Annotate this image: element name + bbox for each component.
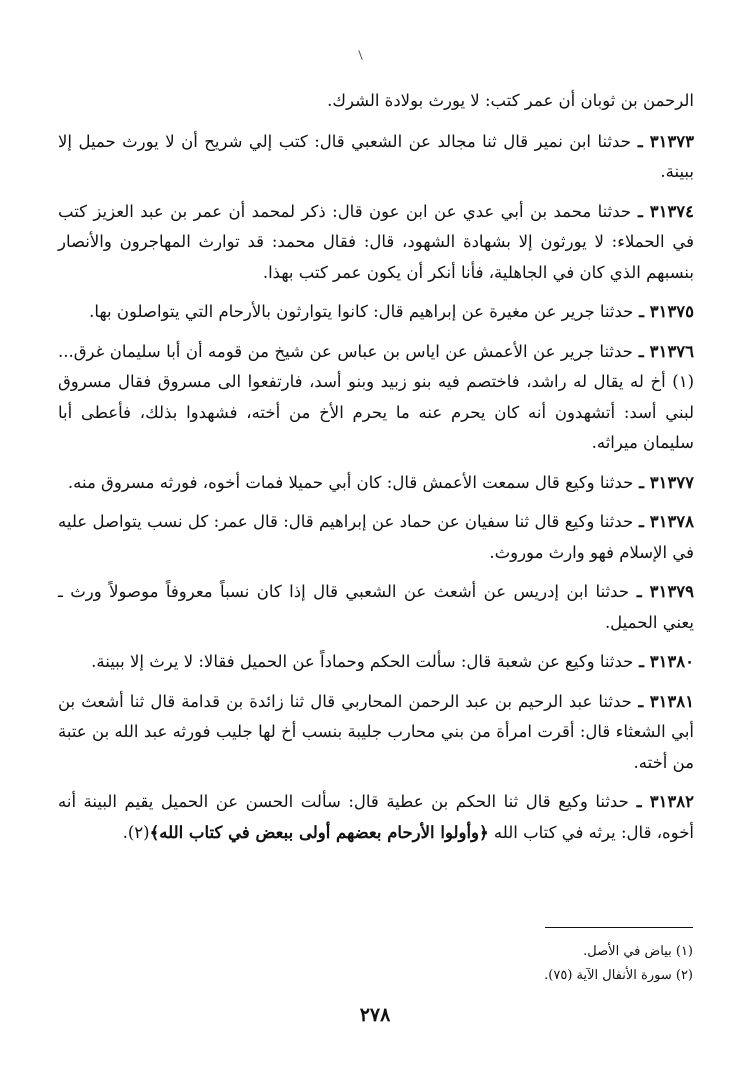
hadith-number: ٣١٣٧٥ ـ: [633, 302, 694, 321]
hadith-number: ٣١٣٧٦ ـ: [632, 341, 694, 361]
hadith-31381: [58, 687, 694, 779]
hadith-31378: [58, 507, 694, 568]
footnote-separator: [545, 927, 693, 928]
page-number: ٢٧٨: [359, 1004, 391, 1026]
hadith-31382: [58, 787, 694, 848]
hadith-text: حدثنا جرير عن مغيرة عن إبراهيم قال: كانوا يتوارثون بالأرحام التي يتواصلون بها.: [89, 302, 634, 321]
footnote-ref: (٢).: [122, 822, 150, 842]
hadith-31379: [58, 577, 694, 638]
hadith-31376: [58, 337, 694, 459]
paragraph-continuation: [58, 86, 694, 117]
quran-quote: ﴿وأولوا الأرحام بعضهم أولى ببعض في كتاب الله﴾: [149, 822, 489, 842]
hadith-text: حدثنا وكيع قال ثنا الحكم بن عطية قال: سألت الحسن عن الحميل يقيم البينة أنه أخوه، قال: يرثه في كتاب الله: [58, 792, 694, 842]
hadith-text: حدثنا جرير عن الأعمش عن اياس بن عباس عن شيخ من قومه أن أبا سليمان غرق... (١) أخ له يقال له راشد، فاختصم فيه بنو زبيد وبنو أسد، فارتفعوا الى مسروق فقال مسروق لبني أسد: أتشهدون أنه كان يحرم عنه ما يحرم الأخ من أخته، فشهدوا بذلك، فأعطى أبا سليمان ميراثه.: [58, 341, 694, 452]
hadith-text: حدثنا وكيع عن شعبة قال: سألت الحكم وحماداً عن الحميل فقالا: لا يرث إلا ببينة.: [91, 652, 634, 671]
hadith-number: ٣١٣٧٧ ـ: [633, 472, 694, 492]
hadith-text: حدثنا وكيع قال ثنا سفيان عن حماد عن إبراهيم قال: قال عمر: كل نسب يتواصل عليه في الإسلام فهو وارث موروث.: [58, 512, 694, 562]
footnote-2: (٢) سورة الأنفال الآية (٧٥).: [544, 968, 693, 983]
hadith-number: ٣١٣٧٨ ـ: [633, 512, 695, 531]
hadith-number: ٣١٣٧٣ ـ: [630, 131, 694, 151]
hadith-text: حدثنا ابن إدريس عن أشعث عن الشعبي قال إذا كان نسباً معروفاً موصولاً ورث ـ يعني الحميل.: [58, 582, 694, 632]
paragraph-text: الرحمن بن ثوبان أن عمر كتب: لا يورث بولادة الشرك.: [327, 91, 694, 110]
hadith-31380: [58, 647, 694, 678]
hadith-number: ٣١٣٨١ ـ: [631, 691, 694, 711]
hadith-31374: [58, 197, 694, 289]
hadith-number: ٣١٣٨٠ ـ: [633, 652, 694, 671]
hadith-number: ٣١٣٧٤ ـ: [631, 201, 695, 221]
hadith-31377: [58, 468, 694, 499]
hadith-text: حدثنا عبد الرحيم بن عبد الرحمن المحاربي قال ثنا زائدة بن قدامة قال ثنا أشعث بن أبي الشعثاء قال: أقرت امرأة من بني محارب جليبة بنسب أخ لها جليب فورثه عبد الله بن عتبة من أخته.: [58, 691, 694, 772]
main-text: [58, 86, 694, 857]
hadith-31373: [58, 127, 694, 188]
hadith-text: حدثنا وكيع قال سمعت الأعمش قال: كان أبي حميلا فمات أخوه، فورثه مسروق منه.: [67, 472, 634, 492]
footnotes: [380, 940, 693, 988]
hadith-31375: [58, 297, 694, 328]
footnote-1: (١) بياض في الأصل.: [583, 944, 693, 959]
margin-mark: [358, 50, 362, 60]
hadith-number: ٣١٣٧٩ ـ: [629, 582, 694, 601]
hadith-text: حدثنا ابن نمير قال ثنا مجالد عن الشعبي قال: كتب إلي شريح أن لا يورث حميل إلا ببينة.: [58, 131, 694, 181]
hadith-number: ٣١٣٨٢ ـ: [628, 792, 694, 811]
hadith-text: حدثنا محمد بن أبي عدي عن ابن عون قال: ذكر لمحمد أن عمر بن عبد العزيز كتب في الحملاء: لا يورثون إلا بشهادة الشهود، قال: فقال محمد: قد توارث المهاجرون والأنصار بنسبهم الذي كان في الجاهلية، فأنا أنكر أن يكون عمر كتب بهذا.: [58, 201, 694, 282]
